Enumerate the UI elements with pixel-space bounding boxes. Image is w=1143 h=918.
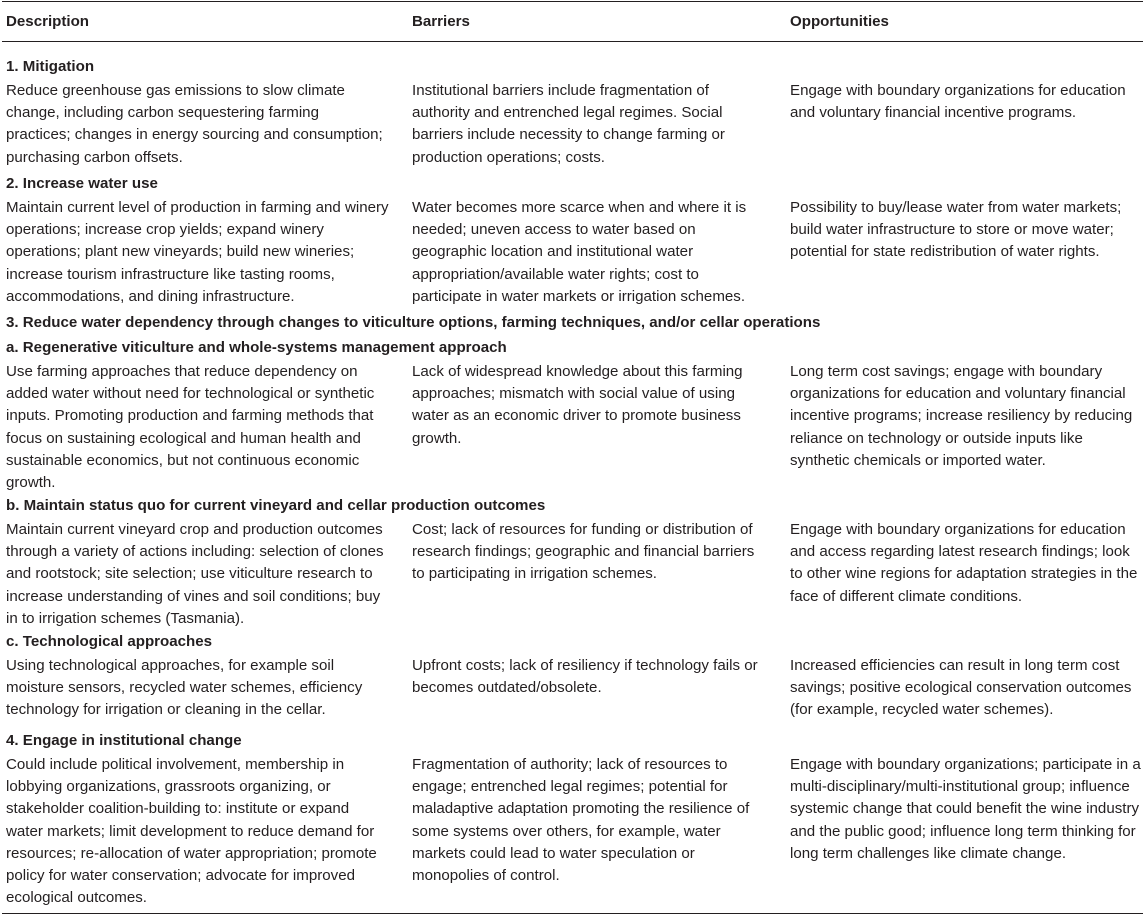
description-text-line: water markets; limit development to reduce demand for: [6, 822, 375, 840]
barriers-text-line: geographic location and institutional water: [412, 243, 694, 261]
barriers-text-line: production operations; costs.: [412, 148, 605, 166]
barriers-text-line: approaches; mismatch with social value of using: [412, 385, 735, 403]
cell-barriers: [412, 80, 776, 169]
description-text-line: change, including carbon sequestering farming: [6, 104, 319, 122]
barriers-text-line: Institutional barriers include fragmentation of: [412, 82, 710, 99]
opportunities-text-line: face of different climate conditions.: [790, 587, 1023, 605]
barriers-text-line: Fragmentation of authority; lack of resources to: [412, 756, 728, 773]
description-text-line: technology for irrigation or cleaning in the cellar.: [6, 701, 326, 719]
barriers-text-line: maladaptive adaptation promoting the resilience of: [412, 800, 750, 818]
cell-description: [6, 361, 398, 494]
barriers-text-line: Upfront costs; lack of resiliency if technology fails or: [412, 657, 758, 674]
description-text-line: operations; plant new vineyards; build new wineries;: [6, 243, 355, 261]
description-text-line: Reduce greenhouse gas emissions to slow climate: [6, 82, 345, 99]
cell-description: [6, 197, 398, 308]
table-header-row: [0, 11, 1143, 33]
cell-description: [6, 519, 398, 630]
table-header-rule: [2, 41, 1143, 42]
description-text-line: increase understanding of vines and soil conditions; buy: [6, 587, 381, 605]
opportunities-text-line: Engage with boundary organizations for education: [790, 521, 1126, 538]
description-text-line: stakeholder coalition-building to: institute or expand: [6, 800, 350, 818]
table-top-rule: [2, 1, 1143, 2]
description-text-line: moisture sensors, recycled water schemes, efficiency: [6, 679, 363, 697]
barriers-text-line: needed; uneven access to water based on: [412, 221, 696, 239]
description-text-line: lobbying organizations, grassroots organizing, or: [6, 778, 331, 796]
cell-opportunities: [790, 361, 1142, 472]
description-text-line: added water without need for technological or synthetic: [6, 385, 375, 403]
opportunities-text-line: Increased efficiencies can result in long term cost: [790, 657, 1120, 674]
opportunities-text-line: multi-disciplinary/multi-institutional group; influence: [790, 778, 1130, 796]
section-title: b. Maintain status quo for current vineyard and cellar production outcomes: [6, 497, 546, 514]
cell-description: [6, 754, 398, 909]
section-title: 3. Reduce water dependency through changes to viticulture options, farming techniques, and/or cellar operations: [6, 314, 821, 331]
barriers-text-line: barriers include necessity to change farming or: [412, 126, 725, 144]
description-text-line: accommodations, and dining infrastructure.: [6, 287, 295, 305]
barriers-text-line: water as an economic driver to promote business: [412, 407, 741, 425]
column-header-barriers: Barriers: [412, 13, 470, 30]
barriers-text-line: Cost; lack of resources for funding or distribution of: [412, 521, 753, 538]
description-text-line: operations; increase crop yields; expand winery: [6, 221, 324, 239]
cell-opportunities: [790, 80, 1142, 124]
barriers-text-line: Water becomes more scarce when and where it is: [412, 199, 747, 216]
description-text-line: ecological outcomes.: [6, 889, 147, 907]
opportunities-text-line: to other wine regions for adaptation strategies in the: [790, 565, 1138, 583]
opportunities-text-line: Long term cost savings; engage with boundary: [790, 363, 1103, 380]
description-text-line: practices; changes in energy sourcing and consumption;: [6, 126, 383, 144]
barriers-text-line: Lack of widespread knowledge about this farming: [412, 363, 743, 380]
description-text-line: resources; re-allocation of water appropriation; promote: [6, 844, 377, 862]
section-title: 4. Engage in institutional change: [6, 732, 242, 749]
cell-barriers: [412, 197, 776, 308]
description-text-line: growth.: [6, 473, 56, 491]
opportunities-text-line: and voluntary financial incentive programs.: [790, 104, 1077, 122]
barriers-text-line: research findings; geographic and financial barriers: [412, 543, 755, 561]
opportunities-text-line: long term challenges like climate change.: [790, 844, 1067, 862]
opportunities-text-line: potential for state redistribution of water rights.: [790, 243, 1100, 261]
barriers-text-line: markets could lead to water speculation or: [412, 844, 695, 862]
table-bottom-rule: [2, 913, 1143, 914]
section-title: c. Technological approaches: [6, 633, 213, 650]
barriers-text-line: to participating in irrigation schemes.: [412, 565, 657, 583]
opportunities-text-line: Possibility to buy/lease water from water markets;: [790, 199, 1122, 216]
barriers-text-line: growth.: [412, 429, 462, 447]
description-text-line: Maintain current vineyard crop and production outcomes: [6, 521, 383, 538]
cell-barriers: [412, 519, 776, 586]
opportunities-text-line: Engage with boundary organizations for education: [790, 82, 1126, 99]
description-text-line: in to irrigation schemes (Tasmania).: [6, 609, 245, 627]
barriers-text-line: engage; entrenched legal regimes; potential for: [412, 778, 728, 796]
opportunities-text-line: savings; positive ecological conservation outcomes: [790, 679, 1132, 697]
description-text-line: policy for water conservation; advocate for improved: [6, 866, 355, 884]
description-text-line: purchasing carbon offsets.: [6, 148, 183, 166]
description-text-line: increase tourism infrastructure like tasting rooms,: [6, 265, 335, 283]
description-text-line: Using technological approaches, for example soil: [6, 657, 335, 674]
opportunities-text-line: and the public good; influence long term thinking for: [790, 822, 1136, 840]
section-title: a. Regenerative viticulture and whole-systems management approach: [6, 339, 507, 356]
opportunities-text-line: incentive programs; increase resiliency by reducing: [790, 407, 1133, 425]
cell-opportunities: [790, 754, 1142, 865]
barriers-text-line: participate in water markets or irrigation schemes.: [412, 287, 746, 305]
description-text-line: sustainable economics, but not continuous economic: [6, 451, 360, 469]
description-text-line: and rootstock; site selection; use viticulture research to: [6, 565, 373, 583]
description-text-line: focus on sustaining ecological and human health and: [6, 429, 361, 447]
opportunities-text-line: Engage with boundary organizations; participate in a: [790, 756, 1141, 773]
barriers-text-line: authority and entrenched legal regimes. Social: [412, 104, 723, 122]
description-text-line: inputs. Promoting production and farming methods that: [6, 407, 374, 425]
section-title: 1. Mitigation: [6, 58, 95, 75]
cell-description: [6, 655, 398, 722]
description-text-line: Use farming approaches that reduce dependency on: [6, 363, 358, 380]
cell-opportunities: [790, 655, 1142, 722]
column-header-opportunities: Opportunities: [790, 13, 889, 30]
barriers-text-line: becomes outdated/obsolete.: [412, 679, 602, 697]
opportunities-text-line: reliance on technology or outside inputs like: [790, 429, 1083, 447]
description-text-line: Could include political involvement, membership in: [6, 756, 345, 773]
opportunities-text-line: build water infrastructure to store or move water;: [790, 221, 1114, 239]
opportunities-text-line: organizations for education and voluntary financial: [790, 385, 1126, 403]
opportunities-text-line: synthetic chemicals or imported water.: [790, 451, 1046, 469]
description-text-line: Maintain current level of production in farming and winery: [6, 199, 389, 216]
barriers-text-line: some systems over others, for example, water: [412, 822, 721, 840]
cell-barriers: [412, 754, 776, 887]
section-title: 2. Increase water use: [6, 175, 158, 192]
cell-barriers: [412, 361, 776, 450]
description-text-line: through a variety of actions including: selection of clones: [6, 543, 384, 561]
barriers-text-line: monopolies of control.: [412, 866, 560, 884]
opportunities-text-line: systemic change that could benefit the wine industry: [790, 800, 1140, 818]
cell-opportunities: [790, 197, 1142, 264]
opportunities-text-line: and access regarding latest research findings; look: [790, 543, 1130, 561]
opportunities-text-line: (for example, recycled water schemes).: [790, 701, 1054, 719]
column-header-description: Description: [6, 13, 90, 30]
cell-opportunities: [790, 519, 1142, 608]
cell-description: [6, 80, 398, 169]
cell-barriers: [412, 655, 776, 699]
barriers-text-line: appropriation/available water rights; cost to: [412, 265, 699, 283]
